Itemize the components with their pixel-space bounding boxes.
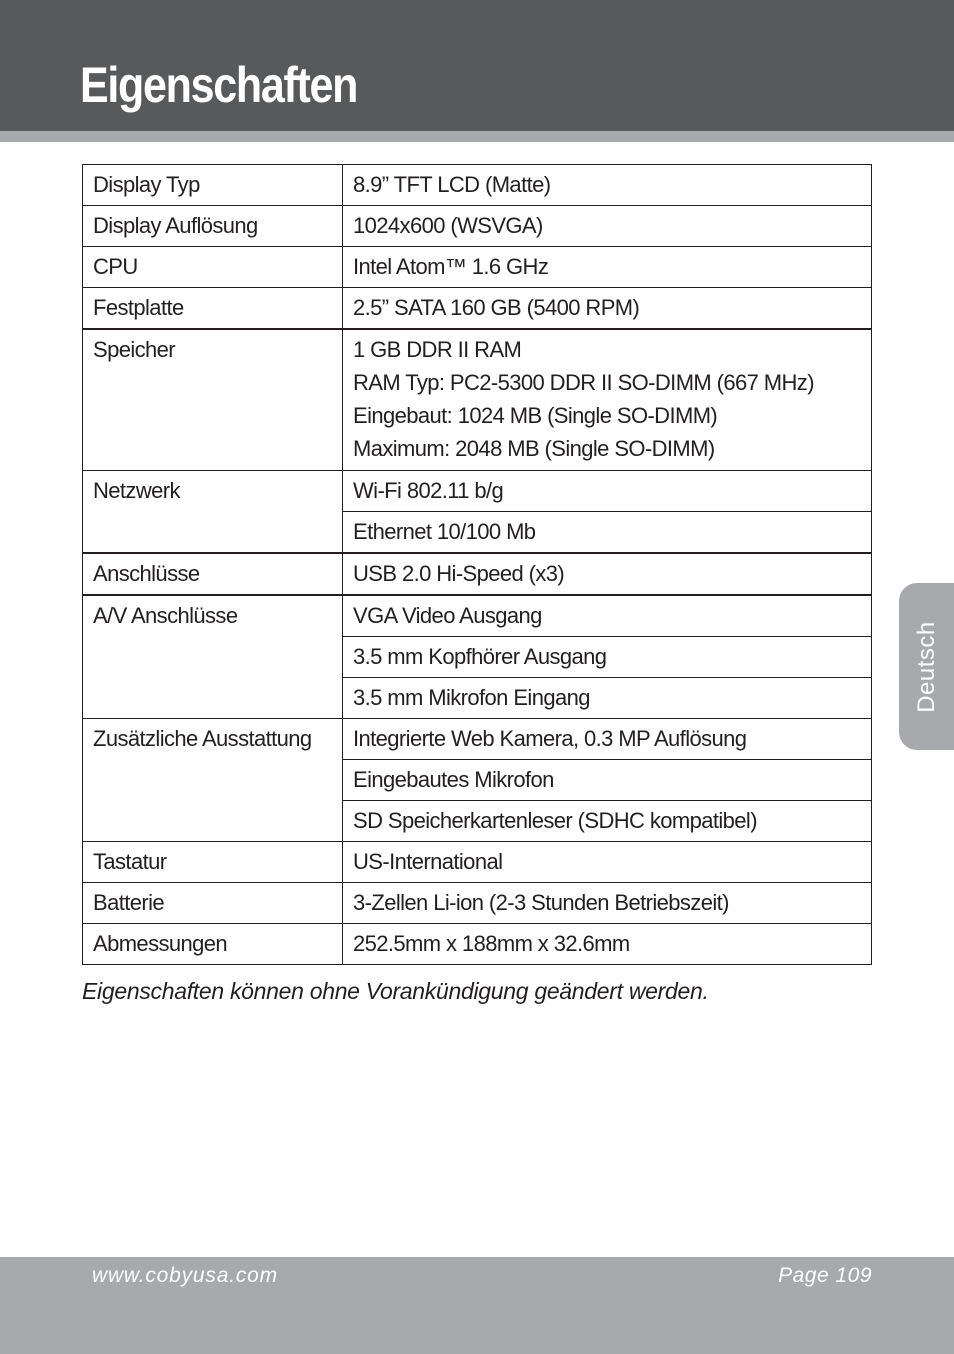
spec-value-multiline xyxy=(343,329,872,471)
spec-label: Abmessungen xyxy=(83,924,343,965)
table-row xyxy=(83,719,872,760)
spec-label: Display Auflösung xyxy=(83,206,343,247)
spec-value-line: Eingebaut: 1024 MB (Single SO-DIMM) xyxy=(353,403,718,428)
disclaimer-note: Eigenschaften können ohne Vorankündigung geändert werden. xyxy=(82,978,709,1004)
spec-label: A/V Anschlüsse xyxy=(83,595,343,719)
table-row xyxy=(83,165,872,206)
spec-value: 8.9” TFT LCD (Matte) xyxy=(343,165,872,206)
page-number: Page 109 xyxy=(778,1264,872,1287)
language-tab-label: Deutsch xyxy=(912,620,940,713)
spec-value: Wi-Fi 802.11 b/g xyxy=(343,471,872,512)
spec-label: Anschlüsse xyxy=(83,553,343,595)
spec-value: 3.5 mm Kopfhörer Ausgang xyxy=(343,637,872,678)
spec-value-line: Maximum: 2048 MB (Single SO-DIMM) xyxy=(353,436,715,461)
spec-label: CPU xyxy=(83,247,343,288)
spec-value: Intel Atom™ 1.6 GHz xyxy=(343,247,872,288)
spec-label: Speicher xyxy=(83,329,343,471)
spec-value: 252.5mm x 188mm x 32.6mm xyxy=(343,924,872,965)
specifications-table xyxy=(82,164,872,965)
table-row xyxy=(83,842,872,883)
table-row xyxy=(83,924,872,965)
spec-label: Festplatte xyxy=(83,288,343,330)
table-row xyxy=(83,288,872,330)
header-divider xyxy=(0,131,954,142)
table-row xyxy=(83,329,872,471)
table-row xyxy=(83,883,872,924)
footer-url: www.cobyusa.com xyxy=(92,1264,278,1287)
spec-value: 2.5” SATA 160 GB (5400 RPM) xyxy=(343,288,872,330)
spec-label: Zusätzliche Ausstattung xyxy=(83,719,343,842)
spec-value: Eingebautes Mikrofon xyxy=(343,760,872,801)
spec-value: SD Speicherkartenleser (SDHC kompatibel) xyxy=(343,801,872,842)
spec-value: USB 2.0 Hi-Speed (x3) xyxy=(343,553,872,595)
table-row xyxy=(83,553,872,595)
spec-label: Batterie xyxy=(83,883,343,924)
spec-value: 3-Zellen Li-ion (2-3 Stunden Betriebszeit) xyxy=(343,883,872,924)
spec-label: Tastatur xyxy=(83,842,343,883)
spec-value: Ethernet 10/100 Mb xyxy=(343,512,872,554)
spec-value: VGA Video Ausgang xyxy=(343,595,872,637)
spec-value: 1024x600 (WSVGA) xyxy=(343,206,872,247)
page-title: Eigenschaften xyxy=(80,57,358,113)
table-row xyxy=(83,595,872,637)
spec-value: Integrierte Web Kamera, 0.3 MP Auflösung xyxy=(343,719,872,760)
spec-value: 3.5 mm Mikrofon Eingang xyxy=(343,678,872,719)
table-row xyxy=(83,247,872,288)
table-row xyxy=(83,206,872,247)
spec-value-line: 1 GB DDR II RAM xyxy=(353,337,522,362)
table-row xyxy=(83,471,872,512)
language-tab xyxy=(899,583,954,750)
spec-label: Netzwerk xyxy=(83,471,343,554)
spec-value-line: RAM Typ: PC2-5300 DDR II SO-DIMM (667 MHz) xyxy=(353,370,814,395)
spec-label: Display Typ xyxy=(83,165,343,206)
spec-value: US-International xyxy=(343,842,872,883)
